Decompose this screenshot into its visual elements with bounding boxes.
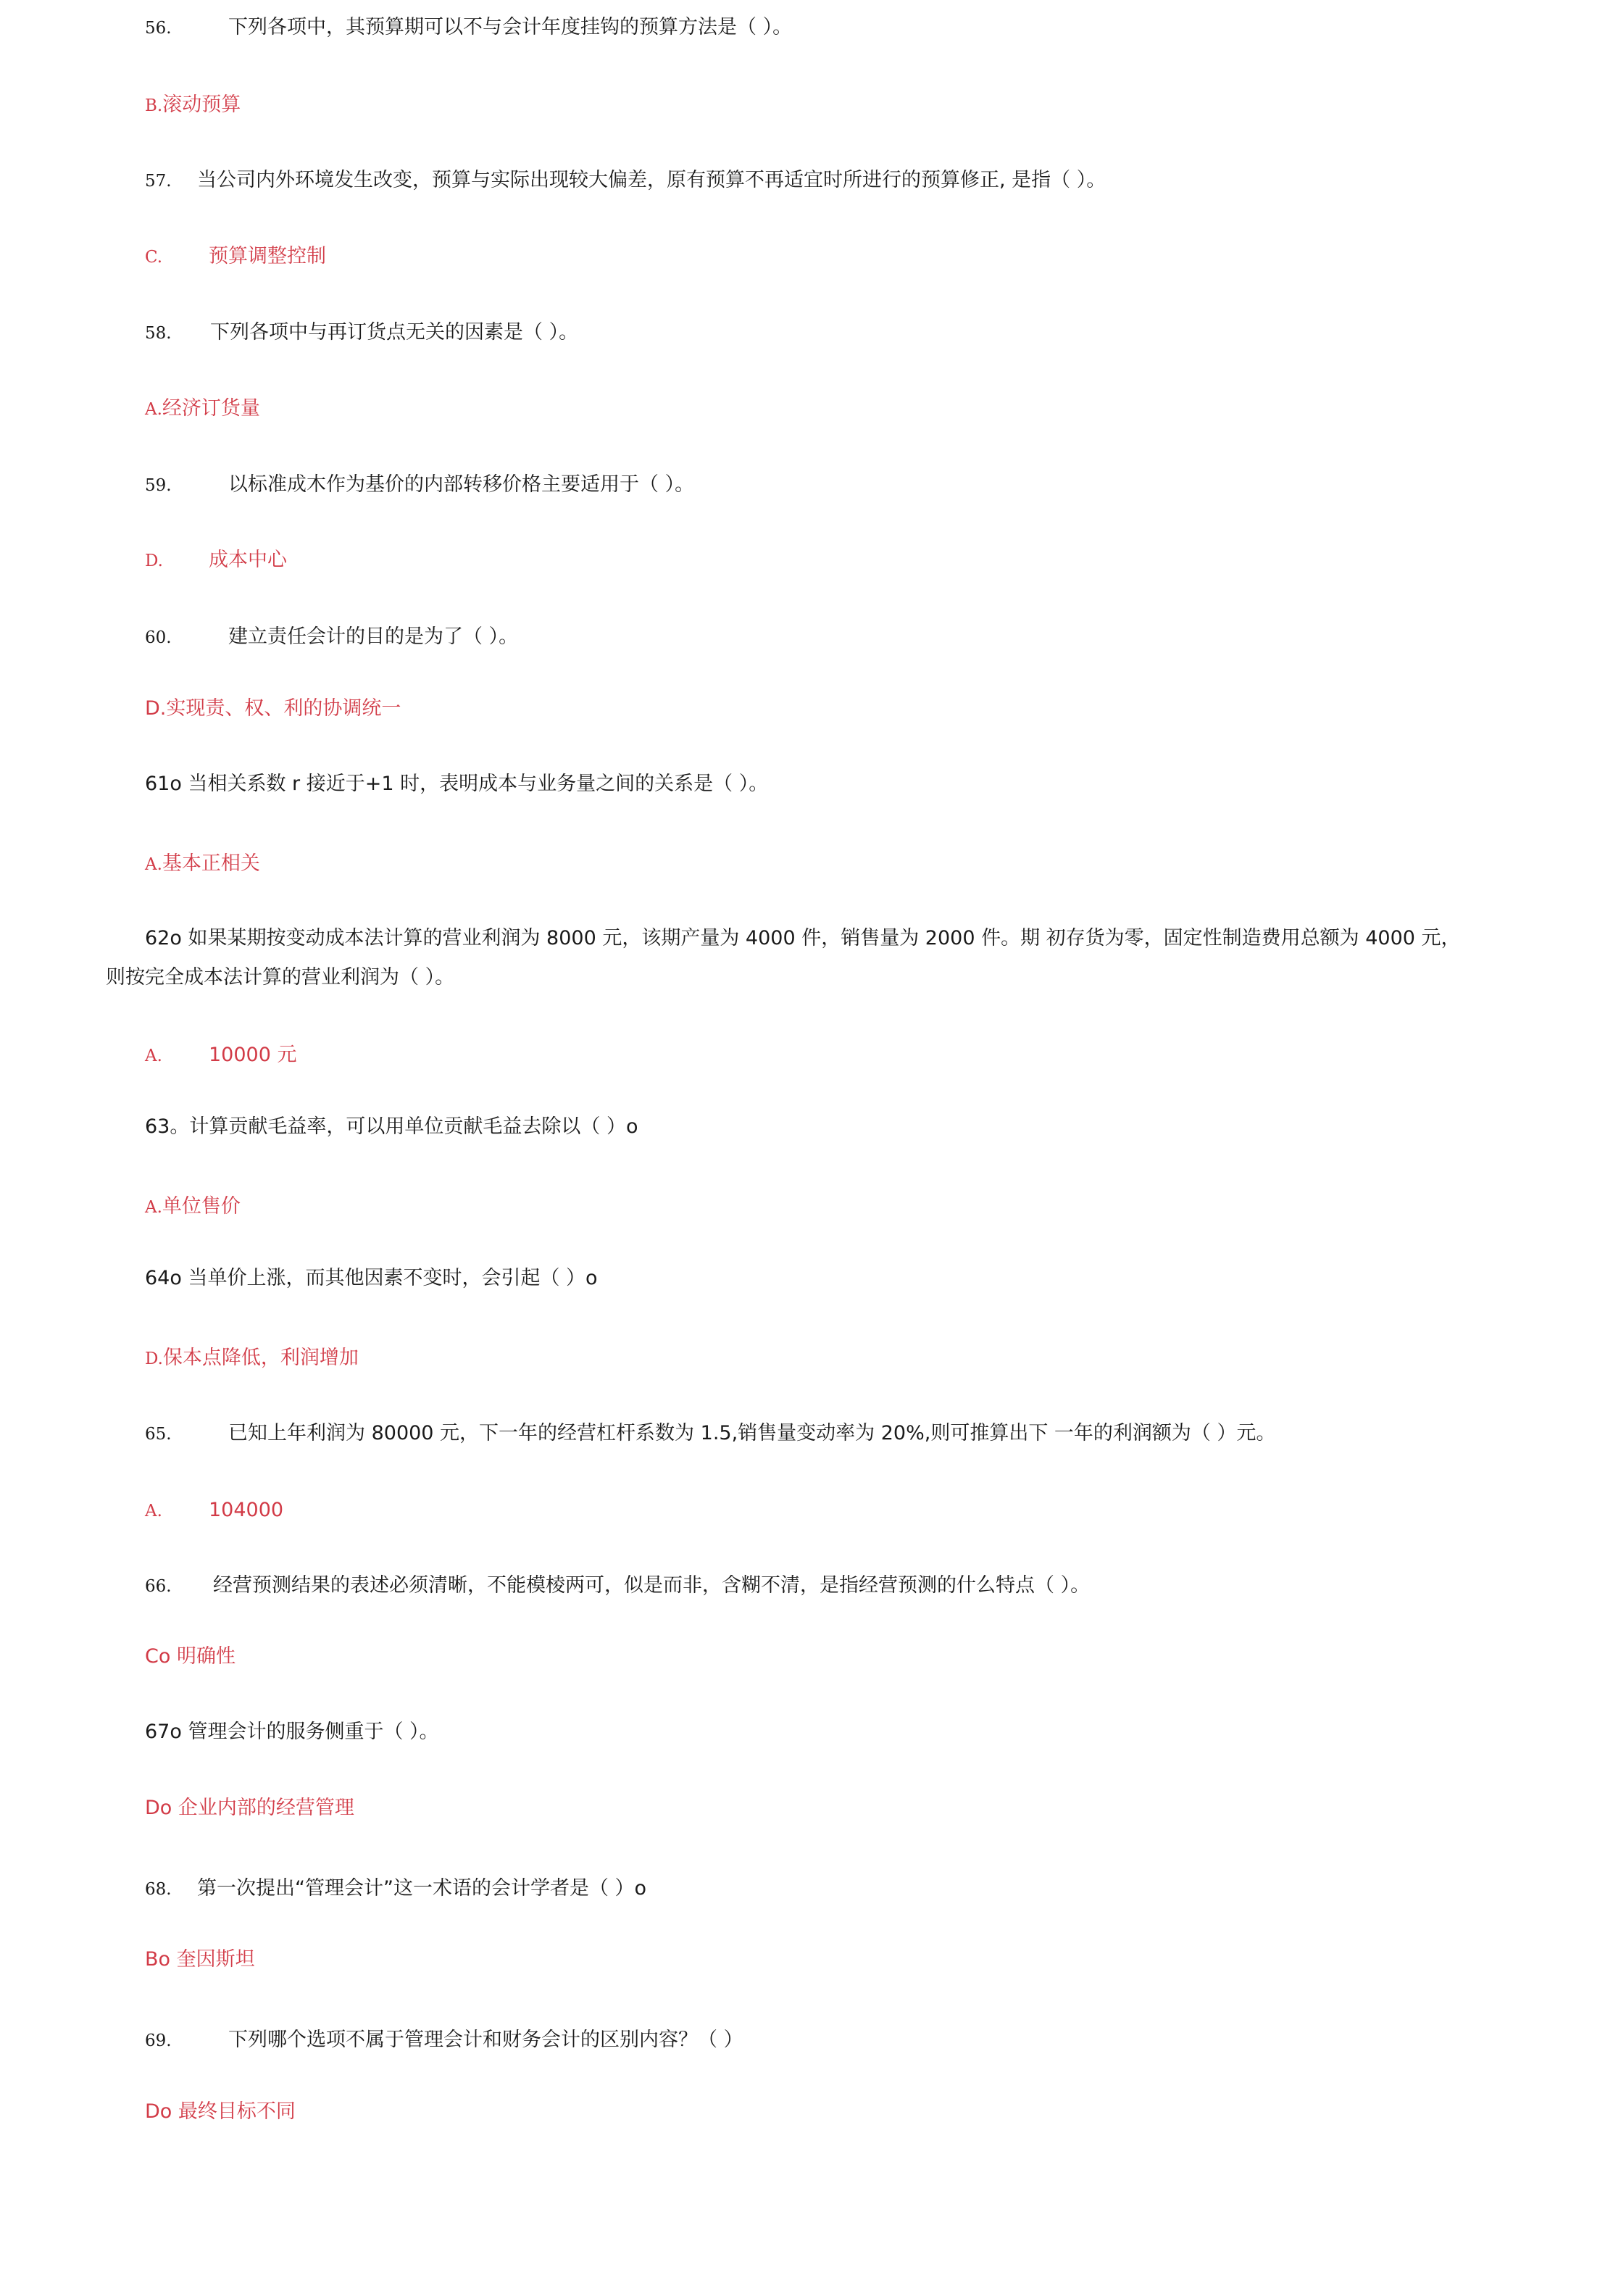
answer-text: 基本正相关 bbox=[162, 852, 260, 875]
question-number: 59. bbox=[145, 476, 172, 495]
answer-61 bbox=[145, 851, 260, 878]
answer-label: D. bbox=[145, 1349, 163, 1368]
answer-67 bbox=[145, 1795, 354, 1821]
answer-text: 10000 元 bbox=[209, 1044, 297, 1066]
answer-text: 预算调整控制 bbox=[209, 245, 326, 267]
question-64 bbox=[145, 1265, 598, 1292]
question-text: 62o 如果某期按变动成本法计算的营业利润为 8000 元，该期产量为 4000 件，销售量为 2000 件。期 初存货为零，固定性制造费用总额为 4000 元，则按完全成本法计算的营业利润为（ ）。 bbox=[106, 927, 1461, 989]
answer-text: Do 企业内部的经营管理 bbox=[145, 1797, 354, 1819]
answer-label: A. bbox=[145, 855, 162, 874]
answer-label: A. bbox=[145, 1047, 162, 1065]
question-56 bbox=[145, 14, 792, 41]
answer-64 bbox=[145, 1345, 359, 1372]
question-number: 56. bbox=[145, 19, 172, 38]
question-text: 下列各项中，其预算期可以不与会计年度挂钩的预算方法是（ ）。 bbox=[228, 16, 793, 38]
question-text: 63。计算贡献毛益率，可以用单位贡献毛益去除以（ ）o bbox=[145, 1115, 638, 1138]
answer-text: Bo 奎因斯坦 bbox=[145, 1948, 255, 1971]
answer-label: D. bbox=[145, 552, 163, 570]
answer-label: C. bbox=[145, 248, 163, 267]
answer-label: A. bbox=[145, 1502, 162, 1521]
question-text: 下列各项中与再订货点无关的因素是（ ）。 bbox=[210, 321, 579, 344]
question-number: 57. bbox=[145, 172, 172, 191]
question-number: 58. bbox=[145, 324, 172, 343]
question-number: 60. bbox=[145, 628, 172, 647]
answer-text: 单位售价 bbox=[162, 1195, 241, 1218]
question-68 bbox=[145, 1876, 646, 1902]
question-58 bbox=[145, 320, 578, 346]
question-62 bbox=[106, 919, 1468, 997]
answer-text: Co 明确性 bbox=[145, 1645, 236, 1668]
question-number: 65. bbox=[145, 1425, 172, 1444]
answer-text: Do 最终目标不同 bbox=[145, 2100, 296, 2123]
answer-68 bbox=[145, 1947, 255, 1973]
question-60 bbox=[145, 624, 518, 651]
answer-text: 保本点降低，利润增加 bbox=[162, 1347, 359, 1369]
question-63 bbox=[145, 1114, 638, 1140]
answer-label: A. bbox=[145, 400, 162, 419]
answer-63 bbox=[145, 1194, 241, 1220]
answer-59 bbox=[145, 547, 287, 574]
question-57 bbox=[145, 167, 1106, 194]
question-66 bbox=[145, 1573, 1090, 1600]
answer-66 bbox=[145, 1644, 236, 1670]
answer-label: B. bbox=[145, 96, 163, 115]
answer-56 bbox=[145, 92, 241, 119]
answer-58 bbox=[145, 396, 260, 423]
question-text: 61o 当相关系数 r 接近于+1 时，表明成本与业务量之间的关系是（ ）。 bbox=[145, 773, 769, 795]
question-text: 67o 管理会计的服务侧重于（ ）。 bbox=[145, 1721, 439, 1743]
answer-57 bbox=[145, 244, 326, 270]
question-text: 当公司内外环境发生改变，预算与实际出现较大偏差，原有预算不再适宜时所进行的预算修正, 是指（ ）。 bbox=[197, 169, 1106, 191]
question-number: 69. bbox=[145, 2031, 172, 2050]
answer-text: 成本中心 bbox=[209, 549, 287, 571]
answer-69 bbox=[145, 2099, 296, 2125]
question-text: 已知上年利润为 80000 元，下一年的经营杠杆系数为 1.5,销售量变动率为 20%,则可推算出下 一年的利润额为（ ）元。 bbox=[228, 1422, 1276, 1444]
question-text: 以标准成木作为基价的内部转移价格主要适用于（ ）。 bbox=[228, 473, 695, 496]
answer-text: 104000 bbox=[209, 1499, 284, 1521]
answer-text: 经济订货量 bbox=[162, 397, 260, 420]
question-text: 经营预测结果的表述必须清晰，不能模棱两可，似是而非，含糊不清，是指经营预测的什么特点（ ）。 bbox=[213, 1574, 1091, 1597]
answer-65 bbox=[145, 1497, 283, 1524]
question-number: 66. bbox=[145, 1577, 172, 1596]
question-59 bbox=[145, 472, 694, 499]
question-text: 第一次提出“管理会计”这一术语的会计学者是（ ）o bbox=[197, 1877, 647, 1900]
question-text: 64o 当单价上涨，而其他因素不变时，会引起（ ）o bbox=[145, 1267, 598, 1289]
question-69 bbox=[145, 2027, 743, 2054]
question-61 bbox=[145, 771, 768, 797]
answer-62 bbox=[145, 1042, 296, 1069]
question-65 bbox=[145, 1421, 1276, 1447]
question-number: 68. bbox=[145, 1880, 172, 1899]
answer-60 bbox=[145, 696, 401, 722]
question-text: 建立责任会计的目的是为了（ ）。 bbox=[228, 625, 519, 648]
question-67 bbox=[145, 1719, 439, 1745]
question-text: 下列哪个选项不属于管理会计和财务会计的区别内容？（ ） bbox=[228, 2029, 743, 2051]
answer-text: D.实现责、权、利的协调统一 bbox=[145, 697, 401, 720]
answer-text: 滚动预算 bbox=[162, 93, 241, 116]
answer-label: A. bbox=[145, 1198, 162, 1217]
